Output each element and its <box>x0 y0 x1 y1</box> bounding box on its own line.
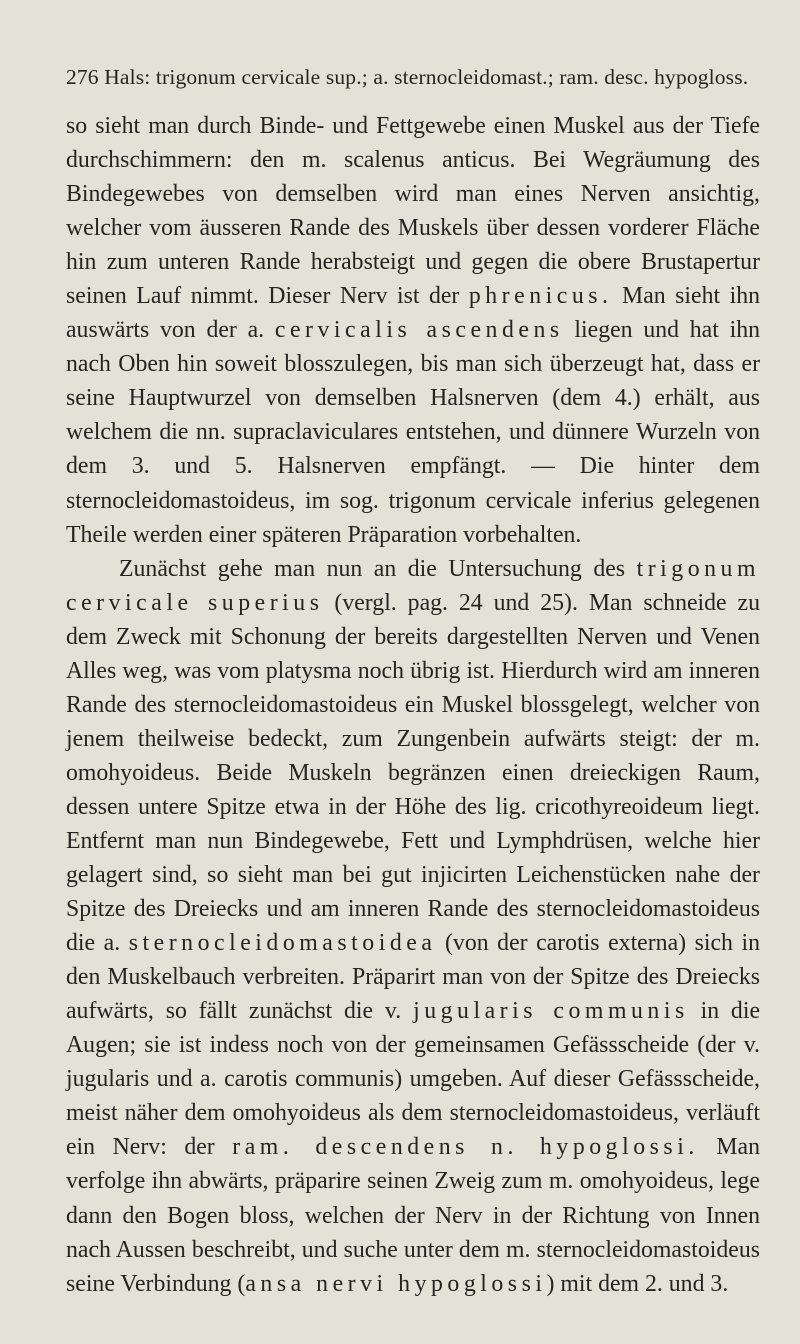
spaced-term: ram. descendens n. hypoglossi. <box>232 1134 699 1161</box>
text-run: in die Augen; sie ist indess noch von der gemeinsamen Gefässscheide (der v. jugularis und a. carotis communis) umgeben. Auf dieser Gefässscheide, meist näher dem omohyoideus als dem sternocleidomastoideus, verläuft ein Nerv: der <box>66 998 761 1161</box>
spaced-term: trigonum cervicale superius <box>66 555 760 616</box>
body-text <box>66 109 760 1301</box>
spaced-term: jugularis communis <box>413 998 689 1025</box>
text-run: Man sieht ihn auswärts von der a. <box>66 283 760 344</box>
spaced-term: sternocleidomastoidea <box>128 930 437 957</box>
paragraph <box>66 552 760 1301</box>
text-run: ) mit dem 2. und 3. <box>546 1270 729 1297</box>
text-run: so sieht man durch Binde- und Fettgewebe einen Muskel aus der Tiefe durchschimmern: den m. scalenus anticus. Bei Wegräumung des Bindegewebes von demselben wird man eines Nerven ansichtig, welcher vom äusseren Rande des Muskels über dessen vorderer Fläche hin zum unteren Rande herabsteigt und gegen die obere Brustapertur seinen Lauf nimmt. Dieser Nerv ist der <box>66 113 760 310</box>
running-header: 276 Hals: trigonum cervicale sup.; a. sternocleidomast.; ram. desc. hypogloss. <box>66 65 749 89</box>
spaced-term: cervicalis ascendens <box>274 317 564 344</box>
text-run: liegen und hat ihn nach Oben hin soweit blosszulegen, bis man sich überzeugt hat, dass er seine Hauptwurzel von demselben Halsnerven (dem 4.) erhält, aus welchem die nn. supraclaviculares entstehen, und dünnere Wurzeln von dem 3. und 5. Halsnerven empfängt. — Die hinter dem sternocleidomastoideus, im sog. trigonum cervicale inferius gelegenen Theile werden einer späteren Präparation vorbehalten. <box>66 317 760 548</box>
text-run: Man verfolge ihn abwärts, präparire seinen Zweig zum m. omohyoideus, lege dann den Bogen bloss, welchen der Nerv in der Richtung von Innen nach Aussen beschreibt, und suche unter dem m. sternocleidomastoideus seine Verbindung ( <box>66 1134 760 1297</box>
spaced-term: phrenicus. <box>468 283 613 310</box>
text-run: (vergl. pag. 24 und 25). Man schneide zu dem Zweck mit Schonung der bereits dargestellten Nerven und Venen Alles weg, was vom platysma noch übrig ist. Hierdurch wird am inneren Rande des sternocleidomastoideus ein Muskel blossgelegt, welcher von jenem theilweise bedeckt, zum Zungenbein aufwärts steigt: der m. omohyoideus. Beide Muskeln begränzen einen dreieckigen Raum, dessen untere Spitze etwa in der Höhe des lig. cricothyreoideum liegt. Entfernt man nun Bindegewebe, Fett und Lymphdrüsen, welche hier gelagert sind, so sieht man bei gut injicirten Leichenstücken nahe der Spitze des Dreiecks und am inneren Rande des sternocleidomastoideus die a. <box>66 589 760 957</box>
text-run: Zunächst gehe man nun an die Untersuchung des <box>119 555 637 582</box>
paragraph <box>66 109 760 552</box>
spaced-term: ansa nervi hypoglossi <box>245 1270 547 1297</box>
text-run: (von der carotis externa) sich in den Muskelbauch verbreiten. Präparirt man von der Spitze des Dreiecks aufwärts, so fällt zunächst die v. <box>66 930 761 1025</box>
